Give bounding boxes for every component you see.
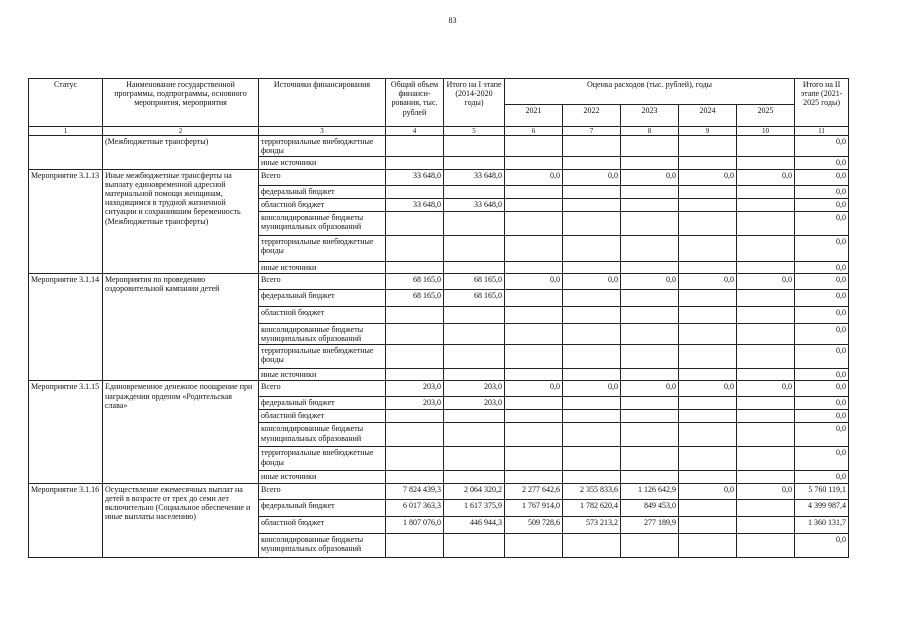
total-cell: 203,0: [386, 397, 444, 410]
column-index-row: [29, 127, 849, 136]
source-cell: Всего: [259, 483, 386, 499]
year-value-cell: [505, 136, 563, 157]
stage1-cell: 33 648,0: [444, 198, 505, 211]
year-value-cell: [563, 323, 621, 344]
source-cell: Всего: [259, 169, 386, 185]
stage2-cell: 0,0: [795, 381, 849, 397]
measure-name-cell: Единовременное денежное поощрение при награждении орденом «Родительская слава»: [103, 381, 259, 483]
year-value-cell: 573 213,2: [563, 516, 621, 533]
table-row: [29, 169, 849, 185]
measure-name-cell: (Межбюджетные трансферты): [103, 136, 259, 170]
year-value-cell: [621, 369, 679, 381]
year-value-cell: [679, 533, 737, 557]
stage2-cell: 0,0: [795, 273, 849, 289]
year-value-cell: [505, 185, 563, 198]
stage1-cell: [444, 447, 505, 471]
total-cell: 7 824 439,3: [386, 483, 444, 499]
header-source: Источники финансирования: [259, 79, 386, 127]
header-year: 2025: [737, 105, 795, 127]
source-cell: консолидированные бюджеты муниципальных образований: [259, 211, 386, 235]
source-cell: иные источники: [259, 157, 386, 169]
year-value-cell: [737, 447, 795, 471]
source-cell: областной бюджет: [259, 198, 386, 211]
year-value-cell: 0,0: [563, 381, 621, 397]
source-cell: иные источники: [259, 261, 386, 273]
year-value-cell: [621, 198, 679, 211]
year-value-cell: [563, 185, 621, 198]
stage1-cell: 203,0: [444, 381, 505, 397]
total-cell: [386, 261, 444, 273]
year-value-cell: [621, 185, 679, 198]
year-value-cell: [505, 198, 563, 211]
column-index: 9: [679, 127, 737, 136]
year-value-cell: [563, 345, 621, 369]
stage2-cell: 0,0: [795, 198, 849, 211]
source-cell: территориальные внебюджетные фонды: [259, 235, 386, 261]
year-value-cell: [563, 397, 621, 410]
header-stage2: Итого на II этапе (2021-2025 годы): [795, 79, 849, 127]
year-value-cell: 0,0: [679, 381, 737, 397]
year-value-cell: [679, 235, 737, 261]
year-value-cell: [621, 261, 679, 273]
year-value-cell: [621, 471, 679, 483]
total-cell: [386, 323, 444, 344]
year-value-cell: [737, 198, 795, 211]
stage2-cell: 0,0: [795, 323, 849, 344]
header-year: 2021: [505, 105, 563, 127]
year-value-cell: [679, 185, 737, 198]
column-index: 7: [563, 127, 621, 136]
stage1-cell: 33 648,0: [444, 169, 505, 185]
page-number: 83: [448, 16, 457, 25]
total-cell: [386, 211, 444, 235]
stage2-cell: 0,0: [795, 369, 849, 381]
stage2-cell: 0,0: [795, 345, 849, 369]
year-value-cell: [737, 397, 795, 410]
year-value-cell: [679, 306, 737, 323]
source-cell: областной бюджет: [259, 516, 386, 533]
year-value-cell: [679, 289, 737, 306]
year-value-cell: [679, 323, 737, 344]
year-value-cell: [679, 369, 737, 381]
year-value-cell: [505, 397, 563, 410]
stage1-cell: [444, 369, 505, 381]
stage1-cell: [444, 345, 505, 369]
source-cell: территориальные внебюджетные фонды: [259, 447, 386, 471]
stage2-cell: 4 399 987,4: [795, 499, 849, 516]
year-value-cell: [563, 289, 621, 306]
stage1-cell: [444, 235, 505, 261]
source-cell: иные источники: [259, 369, 386, 381]
stage2-cell: 0,0: [795, 447, 849, 471]
year-value-cell: [563, 306, 621, 323]
column-index: 2: [103, 127, 259, 136]
year-value-cell: [737, 157, 795, 169]
year-value-cell: [563, 136, 621, 157]
stage1-cell: [444, 323, 505, 344]
total-cell: [386, 345, 444, 369]
stage1-cell: [444, 185, 505, 198]
year-value-cell: [737, 345, 795, 369]
year-value-cell: 0,0: [505, 169, 563, 185]
measure-name-cell: Мероприятия по проведению оздоровительной кампании детей: [103, 273, 259, 381]
column-index: 4: [386, 127, 444, 136]
year-value-cell: 0,0: [737, 169, 795, 185]
year-value-cell: [679, 345, 737, 369]
status-cell: Мероприятие 3.1.13: [29, 169, 103, 273]
table-header: [29, 79, 849, 136]
year-value-cell: [505, 235, 563, 261]
year-value-cell: [505, 261, 563, 273]
header-status: Статус: [29, 79, 103, 127]
year-value-cell: [505, 211, 563, 235]
total-cell: [386, 157, 444, 169]
source-cell: областной бюджет: [259, 306, 386, 323]
column-index: 11: [795, 127, 849, 136]
year-value-cell: [505, 447, 563, 471]
stage2-cell: 0,0: [795, 169, 849, 185]
year-value-cell: 0,0: [621, 381, 679, 397]
column-index: 3: [259, 127, 386, 136]
source-cell: Всего: [259, 381, 386, 397]
measure-name-cell: Осуществление ежемесячных выплат на детей в возрасте от трех до семи лет включительно (Социальное обеспечение и иные выплаты населению): [103, 483, 259, 557]
year-value-cell: [505, 306, 563, 323]
stage1-cell: 68 165,0: [444, 289, 505, 306]
year-value-cell: [737, 136, 795, 157]
stage2-cell: 0,0: [795, 261, 849, 273]
stage2-cell: 1 360 131,7: [795, 516, 849, 533]
total-cell: [386, 423, 444, 447]
total-cell: 33 648,0: [386, 198, 444, 211]
year-value-cell: 0,0: [737, 381, 795, 397]
year-value-cell: [563, 410, 621, 423]
header-year: 2023: [621, 105, 679, 127]
year-value-cell: [737, 423, 795, 447]
total-cell: [386, 471, 444, 483]
total-cell: [386, 533, 444, 557]
source-cell: консолидированные бюджеты муниципальных образований: [259, 423, 386, 447]
column-index: 5: [444, 127, 505, 136]
year-value-cell: 0,0: [737, 483, 795, 499]
year-value-cell: [563, 533, 621, 557]
year-value-cell: 277 189,9: [621, 516, 679, 533]
year-value-cell: [621, 447, 679, 471]
status-cell: Мероприятие 3.1.15: [29, 381, 103, 483]
year-value-cell: [737, 211, 795, 235]
source-cell: федеральный бюджет: [259, 397, 386, 410]
year-value-cell: [563, 261, 621, 273]
year-value-cell: [621, 289, 679, 306]
total-cell: 1 807 076,0: [386, 516, 444, 533]
year-value-cell: [737, 306, 795, 323]
stage1-cell: [444, 410, 505, 423]
stage2-cell: 0,0: [795, 211, 849, 235]
year-value-cell: 0,0: [737, 273, 795, 289]
year-value-cell: 0,0: [679, 169, 737, 185]
total-cell: [386, 235, 444, 261]
year-value-cell: [621, 323, 679, 344]
year-value-cell: 0,0: [563, 169, 621, 185]
year-value-cell: [621, 306, 679, 323]
year-value-cell: [563, 369, 621, 381]
year-value-cell: [621, 423, 679, 447]
total-cell: [386, 306, 444, 323]
year-value-cell: [737, 235, 795, 261]
year-value-cell: [505, 410, 563, 423]
total-cell: [386, 136, 444, 157]
source-cell: территориальные внебюджетные фонды: [259, 345, 386, 369]
header-year: 2024: [679, 105, 737, 127]
source-cell: иные источники: [259, 471, 386, 483]
source-cell: консолидированные бюджеты муниципальных образований: [259, 533, 386, 557]
stage2-cell: 0,0: [795, 423, 849, 447]
measure-name-cell: Иные межбюджетные трансферты на выплату единовременной адресной материальной помощи женщинам, находящимся в трудной жизненной ситуации и сохранившим беременность (Межбюджетные трансферты): [103, 169, 259, 273]
year-value-cell: [505, 533, 563, 557]
stage2-cell: 0,0: [795, 289, 849, 306]
stage1-cell: [444, 211, 505, 235]
year-value-cell: [563, 423, 621, 447]
stage1-cell: 446 944,3: [444, 516, 505, 533]
header-name: Наименование государственной программы, подпрограммы, основного мероприятия, мероприятия: [103, 79, 259, 127]
total-cell: 6 017 363,3: [386, 499, 444, 516]
year-value-cell: [621, 235, 679, 261]
source-cell: территориальные внебюджетные фонды: [259, 136, 386, 157]
year-value-cell: [679, 423, 737, 447]
year-value-cell: [563, 198, 621, 211]
column-index: 10: [737, 127, 795, 136]
year-value-cell: [737, 499, 795, 516]
total-cell: 33 648,0: [386, 169, 444, 185]
year-value-cell: [679, 211, 737, 235]
header-stage1: Итого на I этапе (2014-2020 годы): [444, 79, 505, 127]
total-cell: 203,0: [386, 381, 444, 397]
year-value-cell: [505, 289, 563, 306]
source-cell: областной бюджет: [259, 410, 386, 423]
stage2-cell: 0,0: [795, 471, 849, 483]
year-value-cell: [737, 289, 795, 306]
source-cell: Всего: [259, 273, 386, 289]
year-value-cell: [679, 136, 737, 157]
year-value-cell: [563, 447, 621, 471]
year-value-cell: 0,0: [621, 273, 679, 289]
stage2-cell: 0,0: [795, 235, 849, 261]
year-value-cell: [563, 157, 621, 169]
year-value-cell: [679, 397, 737, 410]
total-cell: 68 165,0: [386, 289, 444, 306]
header-year: 2022: [563, 105, 621, 127]
status-cell: Мероприятие 3.1.16: [29, 483, 103, 557]
column-index: 1: [29, 127, 103, 136]
table-row: [29, 136, 849, 157]
year-value-cell: [505, 157, 563, 169]
stage2-cell: 0,0: [795, 136, 849, 157]
status-cell: Мероприятие 3.1.14: [29, 273, 103, 381]
year-value-cell: [505, 471, 563, 483]
stage2-cell: 0,0: [795, 185, 849, 198]
stage1-cell: [444, 533, 505, 557]
header-total: Общий объем финанси-рования, тыс. рублей: [386, 79, 444, 127]
stage1-cell: [444, 423, 505, 447]
column-index: 8: [621, 127, 679, 136]
year-value-cell: [679, 198, 737, 211]
year-value-cell: [621, 157, 679, 169]
year-value-cell: 1 767 914,0: [505, 499, 563, 516]
year-value-cell: [737, 516, 795, 533]
year-value-cell: [737, 533, 795, 557]
status-cell: [29, 136, 103, 170]
stage1-cell: [444, 261, 505, 273]
year-value-cell: [621, 533, 679, 557]
total-cell: 68 165,0: [386, 273, 444, 289]
source-cell: консолидированные бюджеты муниципальных образований: [259, 323, 386, 344]
year-value-cell: 0,0: [679, 483, 737, 499]
stage2-cell: 0,0: [795, 410, 849, 423]
stage1-cell: [444, 157, 505, 169]
header-estimate: Оценка расходов (тыс. рублей), годы: [505, 79, 795, 105]
year-value-cell: [505, 369, 563, 381]
year-value-cell: 509 728,6: [505, 516, 563, 533]
year-value-cell: 849 453,0: [621, 499, 679, 516]
stage1-cell: 203,0: [444, 397, 505, 410]
year-value-cell: [621, 410, 679, 423]
stage1-cell: 1 617 375,9: [444, 499, 505, 516]
year-value-cell: [737, 185, 795, 198]
year-value-cell: [621, 397, 679, 410]
year-value-cell: [563, 211, 621, 235]
year-value-cell: [679, 157, 737, 169]
year-value-cell: [737, 369, 795, 381]
year-value-cell: [679, 516, 737, 533]
year-value-cell: 1 126 642,9: [621, 483, 679, 499]
stage2-cell: 0,0: [795, 533, 849, 557]
total-cell: [386, 410, 444, 423]
source-cell: федеральный бюджет: [259, 289, 386, 306]
year-value-cell: 0,0: [679, 273, 737, 289]
table-row: [29, 381, 849, 397]
year-value-cell: [505, 423, 563, 447]
table-body: [29, 136, 849, 558]
year-value-cell: [621, 136, 679, 157]
year-value-cell: 0,0: [505, 273, 563, 289]
stage1-cell: 68 165,0: [444, 273, 505, 289]
year-value-cell: 0,0: [621, 169, 679, 185]
year-value-cell: [563, 235, 621, 261]
source-cell: федеральный бюджет: [259, 185, 386, 198]
total-cell: [386, 369, 444, 381]
table-row: [29, 483, 849, 499]
year-value-cell: 0,0: [563, 273, 621, 289]
year-value-cell: [505, 345, 563, 369]
stage2-cell: 5 760 119,1: [795, 483, 849, 499]
year-value-cell: [679, 471, 737, 483]
stage1-cell: [444, 471, 505, 483]
stage1-cell: [444, 136, 505, 157]
year-value-cell: [621, 345, 679, 369]
year-value-cell: [737, 471, 795, 483]
source-cell: федеральный бюджет: [259, 499, 386, 516]
year-value-cell: [737, 323, 795, 344]
year-value-cell: [679, 410, 737, 423]
stage2-cell: 0,0: [795, 157, 849, 169]
stage2-cell: 0,0: [795, 397, 849, 410]
table-row: [29, 273, 849, 289]
year-value-cell: 0,0: [505, 381, 563, 397]
year-value-cell: [679, 447, 737, 471]
year-value-cell: [563, 471, 621, 483]
year-value-cell: [737, 410, 795, 423]
year-value-cell: 1 782 620,4: [563, 499, 621, 516]
stage2-cell: 0,0: [795, 306, 849, 323]
year-value-cell: [621, 211, 679, 235]
stage1-cell: [444, 306, 505, 323]
total-cell: [386, 447, 444, 471]
year-value-cell: [737, 261, 795, 273]
year-value-cell: 2 277 642,6: [505, 483, 563, 499]
stage1-cell: 2 064 320,2: [444, 483, 505, 499]
total-cell: [386, 185, 444, 198]
year-value-cell: 2 355 833,6: [563, 483, 621, 499]
year-value-cell: [505, 323, 563, 344]
column-index: 6: [505, 127, 563, 136]
year-value-cell: [679, 499, 737, 516]
budget-table: [28, 78, 849, 558]
year-value-cell: [679, 261, 737, 273]
